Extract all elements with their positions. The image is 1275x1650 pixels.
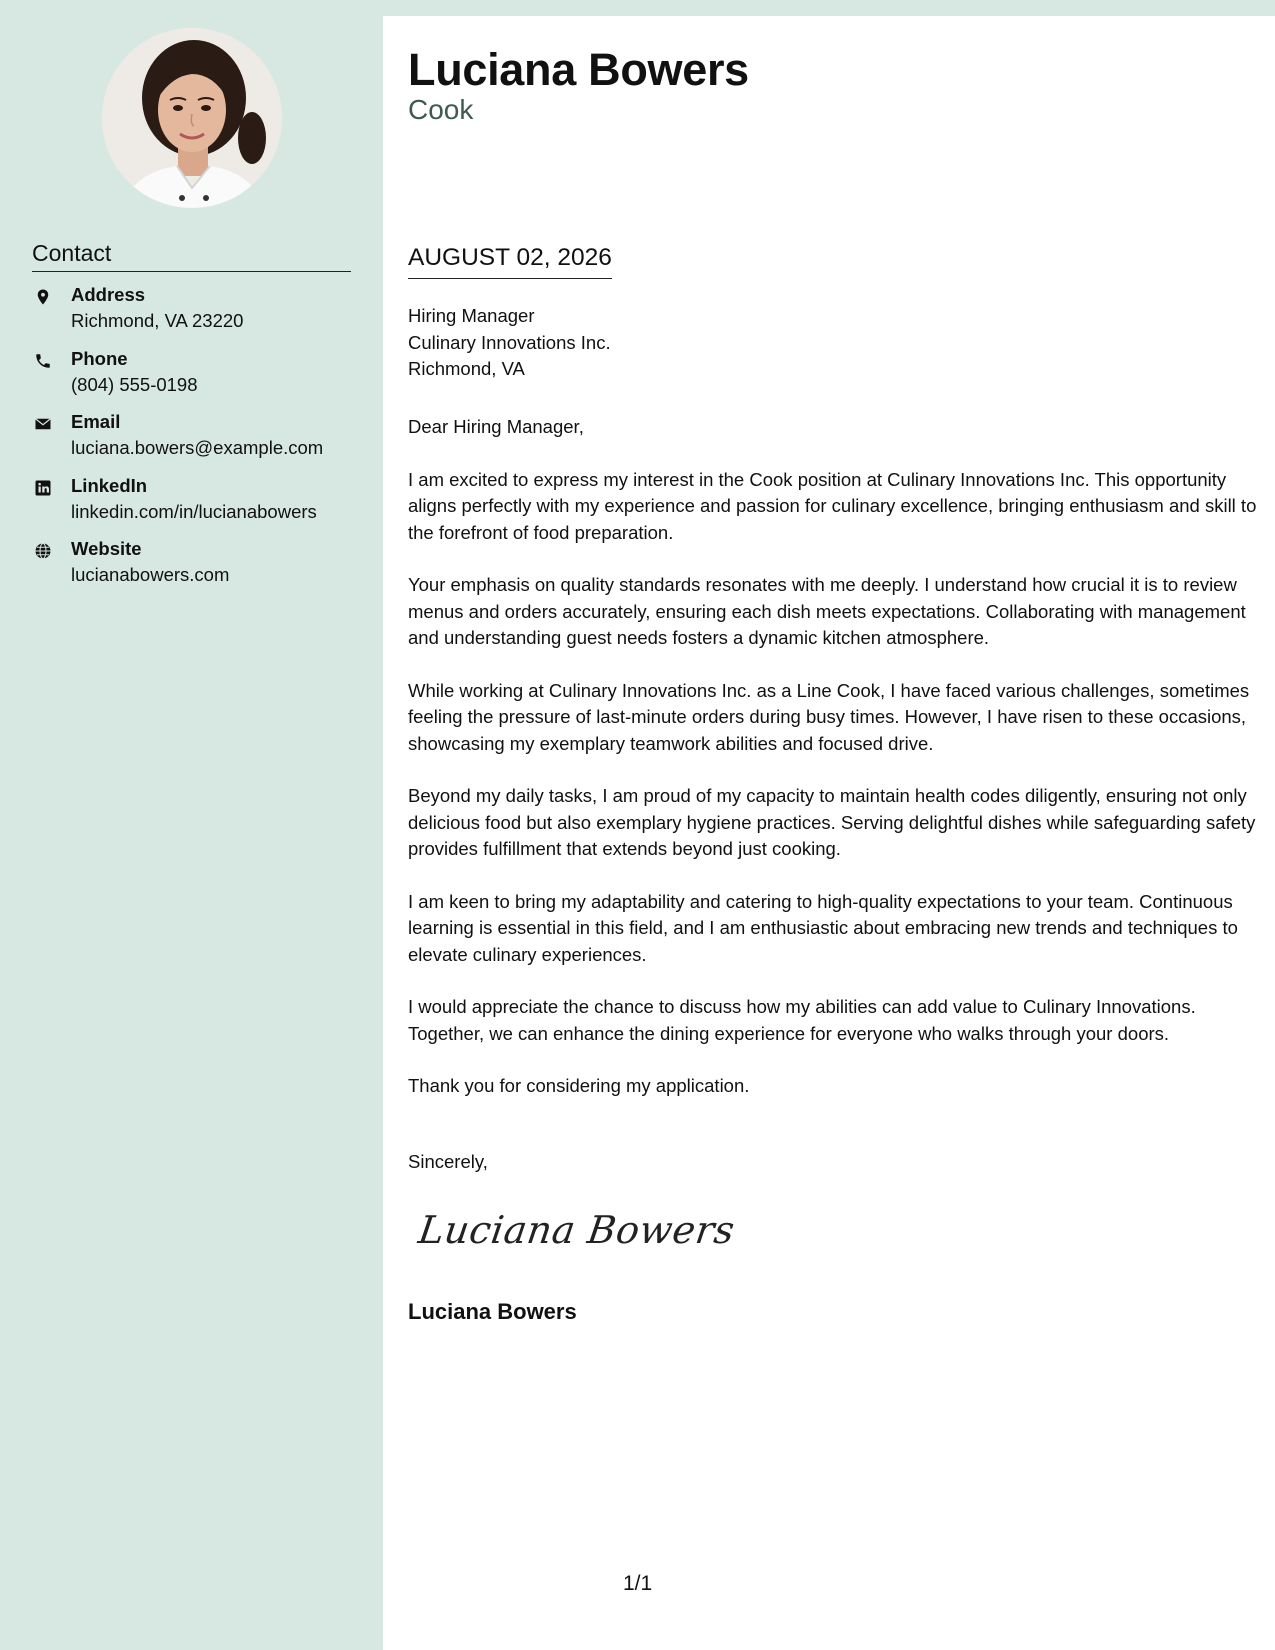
letter-body [383, 16, 1275, 1650]
handwritten-signature: Luciana Bowers [415, 1208, 738, 1252]
contact-item-linkedin [32, 475, 362, 539]
linkedin-icon [32, 477, 54, 499]
contact-value: Richmond, VA 23220 [71, 310, 244, 331]
globe-icon [32, 540, 54, 562]
applicant-name: Luciana Bowers [408, 44, 749, 95]
contact-label: LinkedIn [71, 474, 148, 496]
contact-value: lucianabowers.com [71, 564, 230, 585]
contact-label: Address [71, 284, 146, 305]
envelope-icon [32, 413, 54, 435]
letter-paragraph: While working at Culinary Innovations Inc. as a Line Cook, I have faced various challenges, sometimes feeling the pressure of last-minute orders during busy times. However, I have risen to these occasions, showcasing my exemplary teamwork abilities and focused drive. [408, 679, 1250, 754]
profile-photo [102, 28, 282, 208]
contact-item-website [32, 538, 362, 602]
contact-label: Email [71, 411, 121, 432]
phone-icon [32, 350, 54, 372]
recipient-line: Culinary Innovations Inc. [408, 331, 611, 353]
salutation: Dear Hiring Manager, [408, 416, 584, 437]
page-number: 1/1 [623, 1572, 653, 1595]
recipient-line: Hiring Manager [408, 305, 535, 326]
applicant-role: Cook [408, 94, 474, 125]
contact-value: linkedin.com/in/lucianabowers [71, 500, 317, 522]
letter-paragraph: Thank you for considering my application. [408, 1075, 750, 1096]
letter-paragraph: Beyond my daily tasks, I am proud of my capacity to maintain health codes diligently, ensuring not only delicious food but also exemplary hygiene practices. Serving delightful dishes while safeguarding safety provides fulfillment that extends beyond just cooking. [408, 785, 1256, 859]
contact-label: Website [71, 538, 142, 559]
signer-name: Luciana Bowers [408, 1299, 577, 1324]
contact-item-email [32, 411, 362, 475]
contact-value: luciana.bowers@example.com [71, 437, 324, 458]
contact-label: Phone [71, 347, 128, 369]
closing: Sincerely, [408, 1151, 488, 1172]
letter-paragraph: Your emphasis on quality standards resonates with me deeply. I understand how crucial it is to review menus and orders accurately, ensuring each dish meets expectations. Collaborating with management and understanding guest needs fosters a dynamic kitchen atmosphere. [408, 574, 1246, 648]
recipient-line: Richmond, VA [408, 358, 525, 379]
letter-paragraph: I am excited to express my interest in the Cook position at Culinary Innovations Inc. This opportunity aligns perfectly with my experience and passion for culinary excellence, bringing enthusiasm and skill to the forefront of food preparation. [408, 468, 1257, 543]
profile-photo-illustration [102, 28, 282, 208]
letter-text [408, 414, 1258, 1126]
contact-value: (804) 555-0198 [71, 373, 198, 395]
contact-item-phone [32, 348, 362, 412]
sidebar [0, 0, 383, 1650]
letter-paragraph: I am keen to bring my adaptability and catering to high-quality expectations to your team. Continuous learning is essential in this field, and I am enthusiastic about embracing new trends and techniques to elevate culinary experiences. [408, 890, 1238, 965]
contact-heading: Contact [32, 240, 351, 272]
recipient-block [408, 303, 611, 383]
location-pin-icon [32, 286, 54, 308]
contact-list [32, 284, 362, 602]
letter-date: AUGUST 02, 2026 [408, 244, 612, 279]
letter-paragraph: I would appreciate the chance to discuss how my abilities can add value to Culinary Innovations. Together, we can enhance the dining experience for everyone who walks through your doors. [408, 996, 1196, 1044]
contact-item-address [32, 284, 362, 348]
